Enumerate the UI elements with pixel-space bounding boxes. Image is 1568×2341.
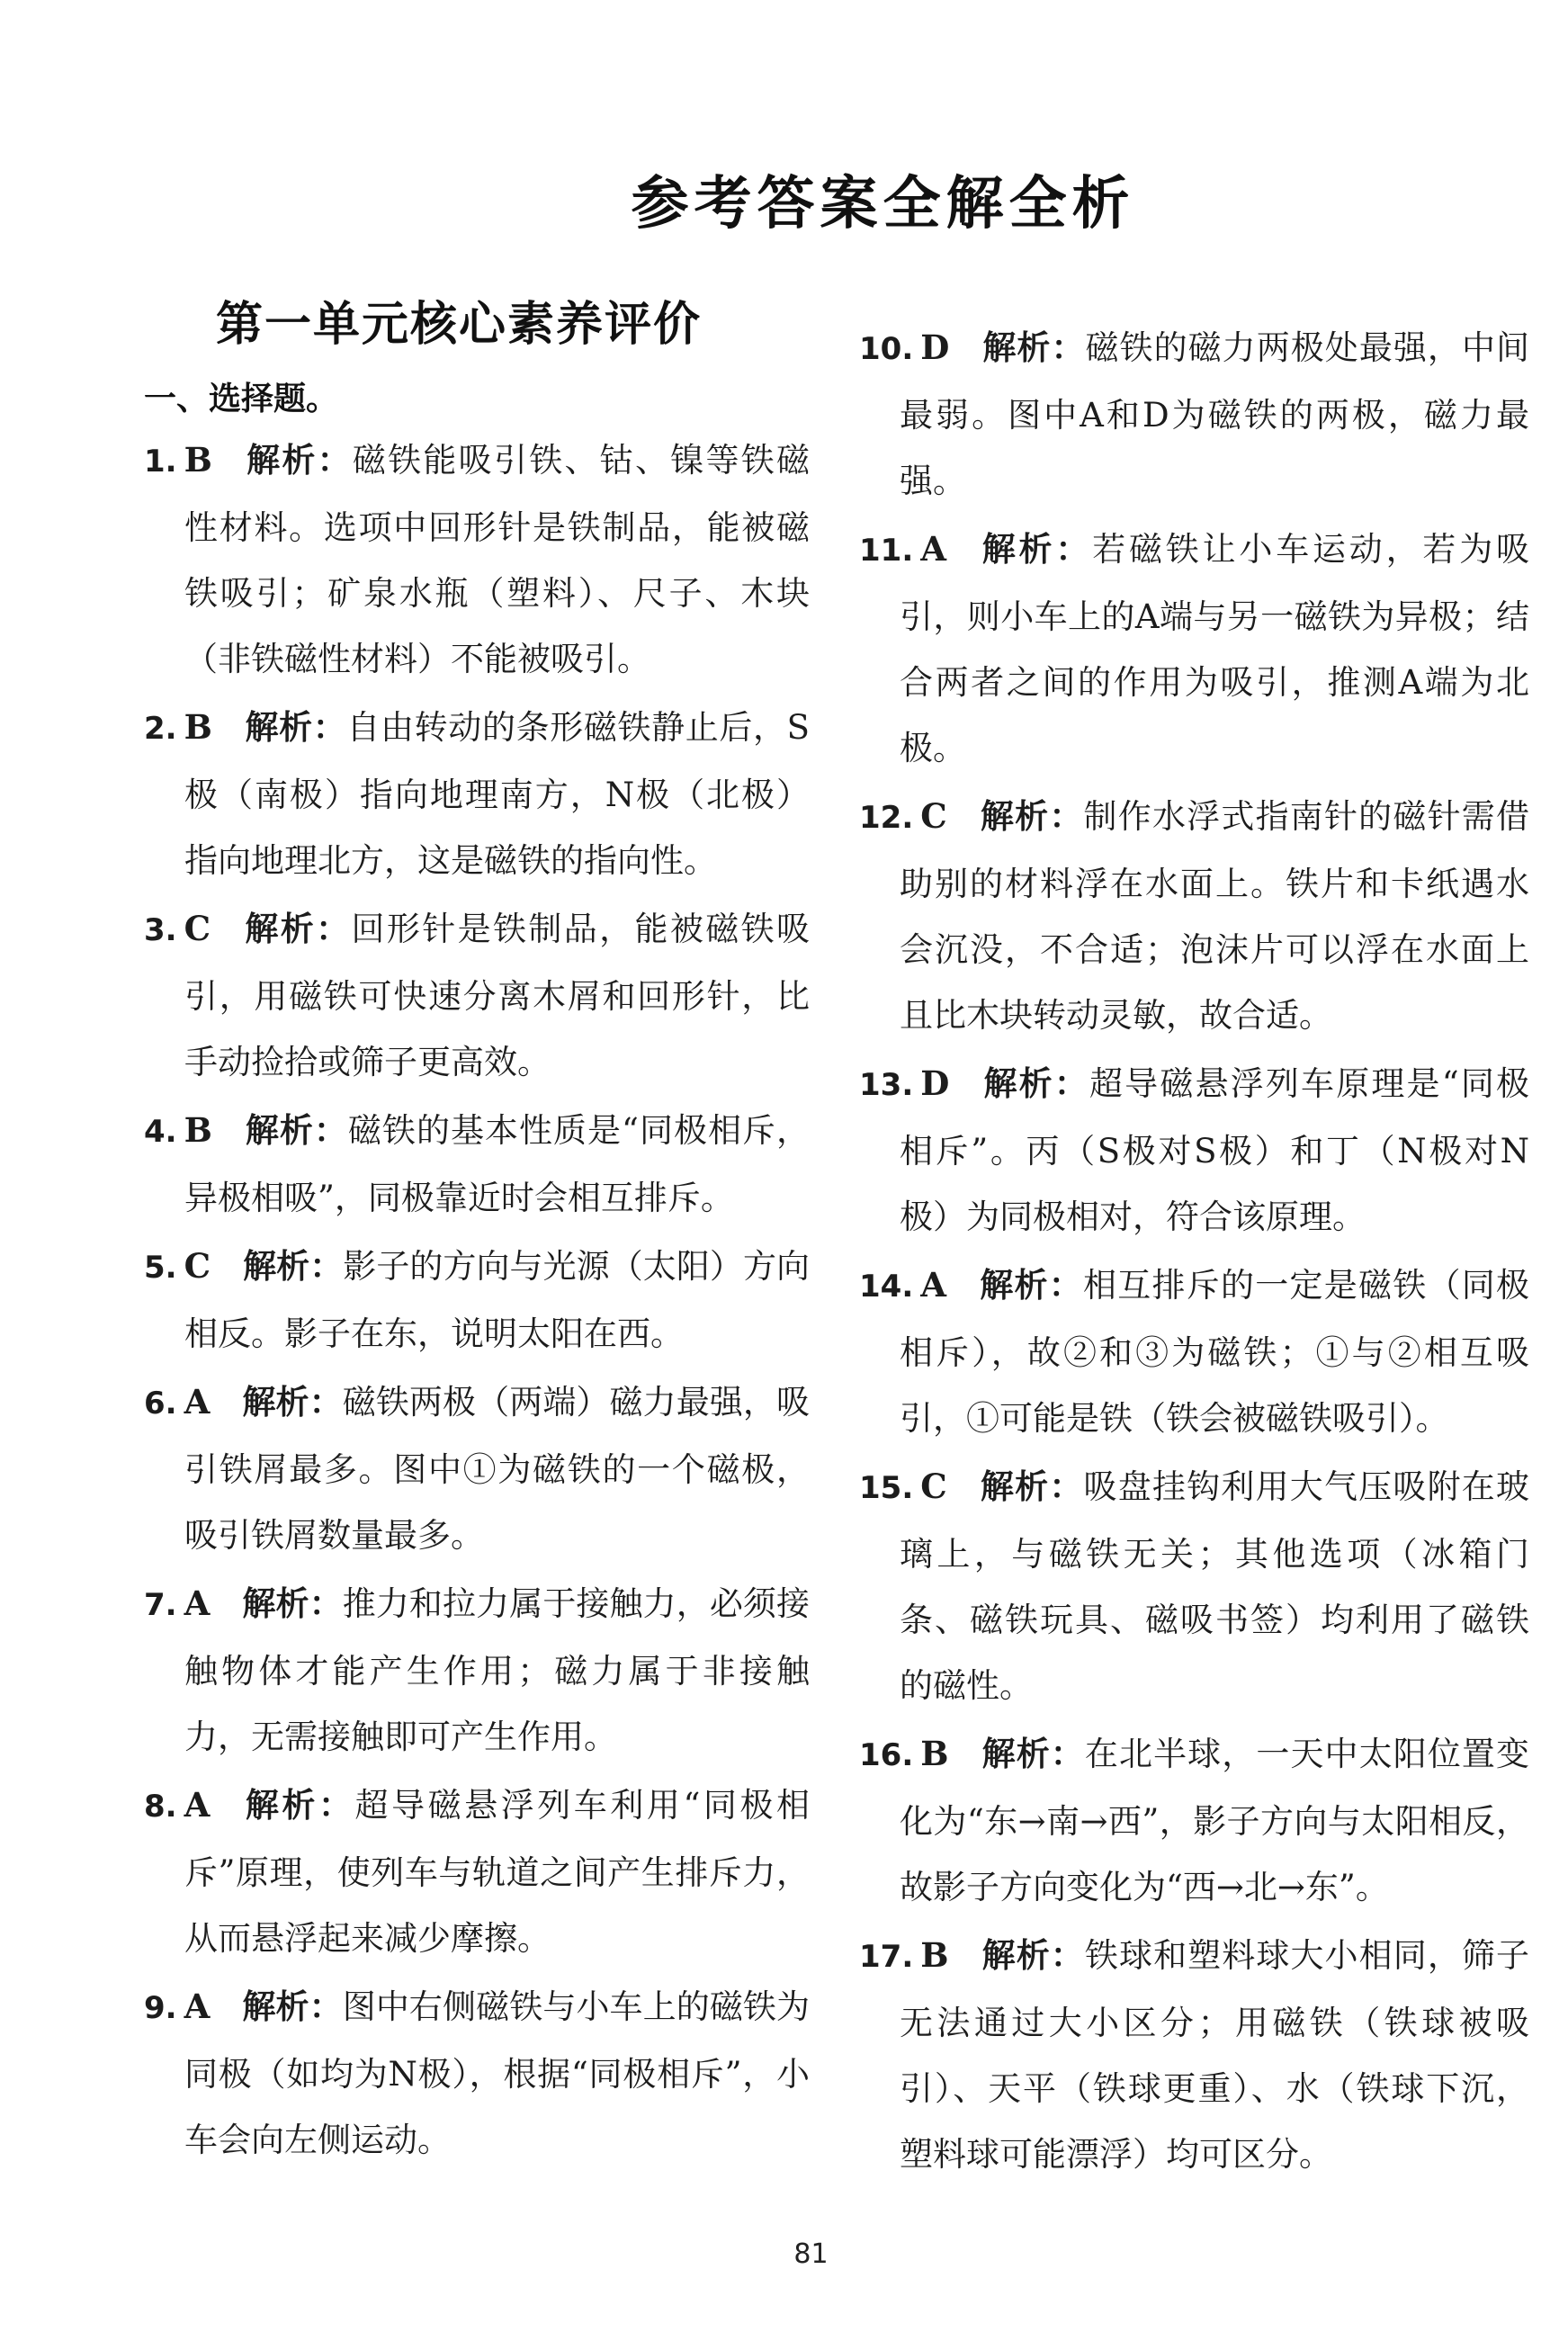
analysis-label: 解析: [242, 1987, 309, 2026]
answer-item: 7. A 解析：推力和拉力属于接触力，必须接触物体才能产生作用；磁力属于非接触力，无需接触即可产生作用。: [144, 1583, 811, 1756]
answer-choice: B: [184, 440, 212, 480]
page-title: 参考答案全解全析: [631, 171, 1135, 238]
answer-item: 3. C 解析：回形针是铁制品，能被磁铁吸引，用磁铁可快速分离木屑和回形针，比手动捡拾或筛子更高效。: [144, 909, 811, 1081]
answer-choice: D: [920, 1063, 950, 1103]
answer-item: 10. D 解析：磁铁的磁力两极处最强，中间最弱。图中A和D为磁铁的两极，磁力最强。: [859, 327, 1530, 500]
answer-item: 8. A 解析：超导磁悬浮列车利用“同极相斥”原理，使列车与轨道之间产生排斥力，从而悬浮起来减少摩擦。: [144, 1785, 811, 1958]
question-number: 4.: [144, 1114, 177, 1150]
analysis-text: 在北半球，一天中太阳位置变化为“东→南→西”，影子方向与太阳相反，故影子方向变化为“西→北→东”。: [900, 1735, 1530, 1906]
answer-choice: A: [184, 1785, 211, 1825]
answer-item: 14. A 解析：相互排斥的一定是磁铁（同极相斥），故②和③为磁铁；①与②相互吸引，①可能是铁（铁会被磁铁吸引）。: [859, 1265, 1530, 1438]
question-number: 15.: [859, 1470, 914, 1506]
question-number: 17.: [859, 1939, 914, 1975]
analysis-text: 制作水浮式指南针的磁针需借助别的材料浮在水面上。铁片和卡纸遇水会沉没，不合适；泡沫片可以浮在水面上且比木块转动灵敏，故合适。: [900, 797, 1530, 1035]
question-number: 16.: [859, 1737, 914, 1773]
question-number: 5.: [144, 1250, 177, 1286]
answer-item: 4. B 解析：磁铁的基本性质是“同极相斥，异极相吸”，同极靠近时会相互排斥。: [144, 1110, 811, 1217]
analysis-label: 解析: [981, 1735, 1051, 1773]
answer-choice: C: [184, 1246, 211, 1286]
answer-item: 16. B 解析：在北半球，一天中太阳位置变化为“东→南→西”，影子方向与太阳相反，故影子方向变化为“西→北→东”。: [859, 1734, 1530, 1906]
answer-choice: A: [184, 1382, 211, 1422]
answer-choice: C: [920, 796, 947, 836]
analysis-text: 磁铁的基本性质是“同极相斥，异极相吸”，同极靠近时会相互排斥。: [184, 1111, 811, 1217]
analysis-text: 超导磁悬浮列车利用“同极相斥”原理，使列车与轨道之间产生排斥力，从而悬浮起来减少摩擦。: [184, 1786, 811, 1958]
left-answer-column: [144, 427, 810, 2175]
question-number: 9.: [144, 1990, 177, 2026]
analysis-label: 解析: [244, 441, 318, 480]
analysis-text: 推力和拉力属于接触力，必须接触物体才能产生作用；磁力属于非接触力，无需接触即可产生作用。: [184, 1584, 811, 1756]
section-heading: 一、选择题。: [144, 381, 339, 417]
analysis-text: 影子的方向与光源（太阳）方向相反。影子在东，说明太阳在西。: [184, 1247, 811, 1353]
answer-item: 9. A 解析：图中右侧磁铁与小车上的磁铁为同极（如均为N极），根据“同极相斥”，小车会向左侧运动。: [144, 1987, 811, 2159]
question-number: 1.: [144, 444, 177, 480]
analysis-label: 解析: [981, 1064, 1054, 1103]
question-number: 8.: [144, 1789, 177, 1825]
analysis-label: 解析: [978, 1266, 1049, 1305]
analysis-label: 解析: [979, 1467, 1050, 1506]
answer-item: 2. B 解析：自由转动的条形磁铁静止后，S极（南极）指向地理南方，N极（北极）指向地理北方，这是磁铁的指向性。: [144, 707, 810, 880]
answer-choice: A: [184, 1987, 211, 2026]
answer-item: 17. B 解析：铁球和塑料球大小相同，筛子无法通过大小区分；用磁铁（铁球被吸引）、天平（铁球更重）、水（铁球下沉，塑料球可能漂浮）均可区分。: [859, 1935, 1530, 2174]
question-number: 12.: [859, 800, 914, 836]
analysis-label: 解析: [244, 708, 313, 747]
answer-choice: A: [184, 1583, 211, 1623]
answer-choice: B: [920, 1734, 949, 1773]
analysis-label: 解析: [242, 1786, 318, 1825]
analysis-text: 回形针是铁制品，能被磁铁吸引，用磁铁可快速分离木屑和回形针，比手动捡拾或筛子更高效。: [184, 910, 811, 1081]
answer-choice: C: [184, 909, 211, 948]
analysis-text: 自由转动的条形磁铁静止后，S极（南极）指向地理南方，N极（北极）指向地理北方，这是磁铁的指向性。: [184, 708, 810, 880]
analysis-text: 铁球和塑料球大小相同，筛子无法通过大小区分；用磁铁（铁球被吸引）、天平（铁球更重）、水（铁球下沉，塑料球可能漂浮）均可区分。: [900, 1936, 1530, 2174]
analysis-label: 解析: [978, 530, 1056, 569]
question-number: 10.: [859, 331, 914, 367]
analysis-label: 解析: [981, 1936, 1051, 1975]
right-answer-column: [859, 315, 1529, 2190]
answer-choice: A: [920, 1265, 946, 1305]
analysis-text: 吸盘挂钩利用大气压吸附在玻璃上，与磁铁无关；其他选项（冰箱门条、磁铁玩具、磁吸书签）均利用了磁铁的磁性。: [900, 1467, 1530, 1705]
unit-title: 第一单元核心素养评价: [216, 298, 703, 352]
question-number: 7.: [144, 1587, 177, 1623]
answer-item: 15. C 解析：吸盘挂钩利用大气压吸附在玻璃上，与磁铁无关；其他选项（冰箱门条、磁铁玩具、磁吸书签）均利用了磁铁的磁性。: [859, 1466, 1530, 1705]
answer-item: 13. D 解析：超导磁悬浮列车原理是“同极相斥”。丙（S极对S极）和丁（N极对N极）为同极相对，符合该原理。: [859, 1063, 1529, 1236]
analysis-text: 磁铁两极（两端）磁力最强，吸引铁屑最多。图中①为磁铁的一个磁极，吸引铁屑数量最多。: [184, 1383, 811, 1555]
analysis-label: 解析: [242, 1383, 309, 1422]
answer-choice: C: [920, 1466, 947, 1506]
answer-item: 5. C 解析：影子的方向与光源（太阳）方向相反。影子在东，说明太阳在西。: [144, 1246, 811, 1353]
analysis-label: 解析: [243, 1247, 310, 1286]
page-number: 81: [793, 2238, 829, 2270]
answer-item: 6. A 解析：磁铁两极（两端）磁力最强，吸引铁屑最多。图中①为磁铁的一个磁极，吸引铁屑数量最多。: [144, 1382, 811, 1555]
question-number: 6.: [144, 1386, 177, 1422]
answer-item: 11. A 解析：若磁铁让小车运动，若为吸引，则小车上的A端与另一磁铁为异极；结合两者之间的作用为吸引，推测A端为北极。: [859, 529, 1530, 767]
analysis-text: 超导磁悬浮列车原理是“同极相斥”。丙（S极对S极）和丁（N极对N极）为同极相对，符合该原理。: [900, 1064, 1529, 1236]
analysis-text: 磁铁的磁力两极处最强，中间最弱。图中A和D为磁铁的两极，磁力最强。: [900, 328, 1530, 500]
analysis-label: 解析: [979, 797, 1050, 836]
answer-choice: D: [920, 327, 950, 367]
question-number: 14.: [859, 1269, 914, 1305]
answer-item: 12. C 解析：制作水浮式指南针的磁针需借助别的材料浮在水面上。铁片和卡纸遇水会沉没，不合适；泡沫片可以浮在水面上且比木块转动灵敏，故合适。: [859, 796, 1530, 1035]
analysis-label: 解析: [244, 1111, 314, 1150]
question-number: 2.: [144, 711, 177, 747]
analysis-text: 若磁铁让小车运动，若为吸引，则小车上的A端与另一磁铁为异极；结合两者之间的作用为吸引，推测A端为北极。: [900, 530, 1530, 767]
analysis-label: 解析: [243, 910, 317, 948]
question-number: 11.: [859, 533, 914, 569]
answer-choice: A: [920, 529, 946, 569]
analysis-label: 解析: [981, 328, 1052, 367]
answer-choice: B: [184, 707, 212, 747]
analysis-text: 磁铁能吸引铁、钴、镍等铁磁性材料。选项中回形针是铁制品，能被磁铁吸引；矿泉水瓶（塑料）、尺子、木块（非铁磁性材料）不能被吸引。: [184, 441, 811, 678]
answer-item: 1. B 解析：磁铁能吸引铁、钴、镍等铁磁性材料。选项中回形针是铁制品，能被磁铁吸引；矿泉水瓶（塑料）、尺子、木块（非铁磁性材料）不能被吸引。: [144, 440, 811, 678]
question-number: 13.: [859, 1067, 914, 1103]
analysis-label: 解析: [242, 1584, 309, 1623]
analysis-text: 图中右侧磁铁与小车上的磁铁为同极（如均为N极），根据“同极相斥”，小车会向左侧运动。: [184, 1987, 811, 2159]
question-number: 3.: [144, 912, 177, 948]
analysis-text: 相互排斥的一定是磁铁（同极相斥），故②和③为磁铁；①与②相互吸引，①可能是铁（铁会被磁铁吸引）。: [900, 1266, 1530, 1438]
answer-choice: B: [920, 1935, 949, 1975]
answer-choice: B: [184, 1110, 212, 1150]
